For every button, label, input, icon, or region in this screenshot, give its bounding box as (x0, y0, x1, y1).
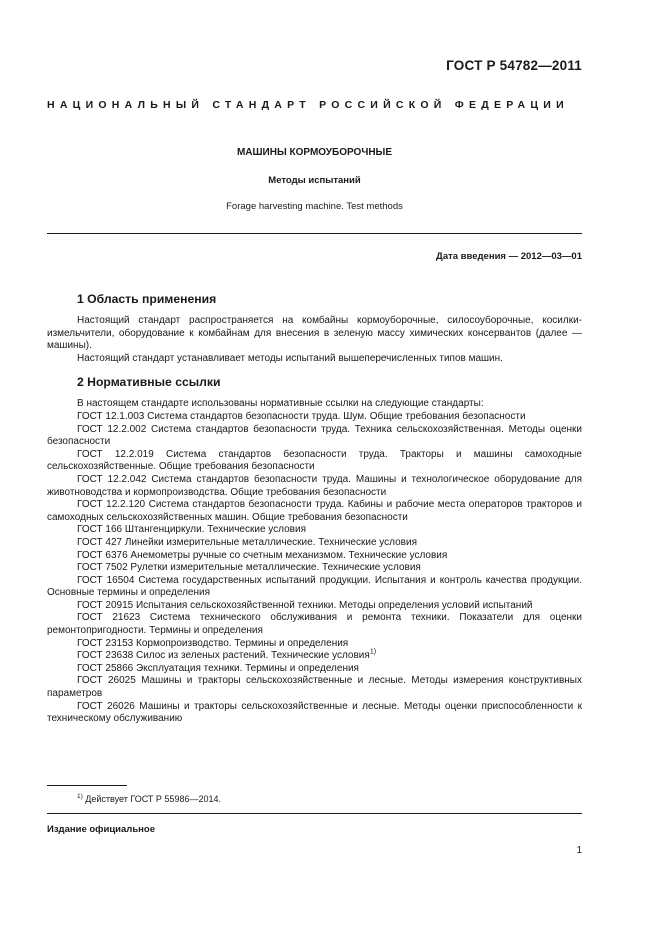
reference-item: ГОСТ 12.2.042 Система стандартов безопасности труда. Машины и технологическое оборудование для животноводства и кормопроизводства. Общие требования безопасности (47, 473, 582, 498)
reference-item: ГОСТ 26025 Машины и тракторы сельскохозяйственные и лесные. Методы измерения конструктивных параметров (47, 675, 582, 700)
reference-item: ГОСТ 20915 Испытания сельскохозяйственной техники. Методы определения условий испытаний (77, 599, 533, 611)
national-standard-banner: НАЦИОНАЛЬНЫЙ СТАНДАРТ РОССИЙСКОЙ ФЕДЕРАЦИИ (47, 99, 569, 111)
document-title: МАШИНЫ КОРМОУБОРОЧНЫЕ (236, 147, 393, 158)
footnote-marker[interactable]: 1) (369, 648, 377, 656)
footnote-divider (47, 785, 127, 786)
section-1-paragraph: Настоящий стандарт распространяется на комбайны кормоуборочные, силосоуборочные, косилки-измельчители, оборудование к комбайнам для внесения в зеленую массу химических консервантов (далее — машины). (47, 315, 582, 352)
document-body (47, 291, 582, 726)
reference-item: ГОСТ 12.2.120 Система стандартов безопасности труда. Кабины и рабочие места операторов тракторов и самоходных сельскохозяйственных машин. Общие требования безопасности (47, 499, 582, 523)
footnote-text: Действует ГОСТ Р 55986—2014. (85, 794, 221, 804)
standard-code: ГОСТ Р 54782—2011 (446, 58, 582, 73)
official-edition-label: Издание официальное (47, 824, 155, 835)
reference-item: ГОСТ 6376 Анемометры ручные со счетным механизмом. Технические условия (77, 549, 448, 561)
reference-item: ГОСТ 16504 Система государственных испытаний продукции. Испытания и контроль качества продукции. Основные термины и определения (47, 574, 582, 599)
reference-item: ГОСТ 23153 Кормопроизводство. Термины и определения (77, 637, 349, 649)
reference-item: ГОСТ 7502 Рулетки измерительные металлические. Технические условия (77, 562, 421, 574)
footnote (77, 794, 221, 804)
reference-item: ГОСТ 26026 Машины и тракторы сельскохозяйственные и лесные. Методы оценки приспособленности к техническому обслуживанию (47, 700, 582, 725)
section-1-paragraph: Настоящий стандарт устанавливает методы испытаний вышеперечисленных типов машин. (77, 352, 503, 364)
english-title: Forage harvesting machine. Test methods (226, 201, 403, 212)
section-1-heading: 1 Область применения (77, 292, 217, 306)
section-2-heading: 2 Нормативные ссылки (77, 375, 221, 390)
page-number: 1 (576, 845, 582, 856)
section-2-intro: В настоящем стандарте использованы нормативные ссылки на следующие стандарты: (77, 398, 484, 410)
reference-item: ГОСТ 427 Линейки измерительные металлические. Технические условия (77, 536, 417, 548)
reference-item (47, 650, 582, 663)
reference-item: ГОСТ 12.2.019 Система стандартов безопасности труда. Тракторы и машины самоходные сельскохозяйственные. Общие требования безопасности (47, 448, 582, 473)
reference-item: ГОСТ 21623 Система технического обслуживания и ремонта техники. Показатели для оценки ремонтопригодности. Термины и определения (47, 612, 582, 637)
reference-item: ГОСТ 166 Штангенциркули. Технические условия (77, 524, 306, 536)
reference-item: ГОСТ 12.1.003 Система стандартов безопасности труда. Шум. Общие требования безопасности (77, 410, 526, 422)
footnote-mark: 1) (77, 793, 83, 800)
effective-date: Дата введения — 2012—03—01 (436, 251, 582, 262)
document-subtitle: Методы испытаний (268, 175, 361, 186)
footer-divider (47, 813, 582, 814)
reference-item: ГОСТ 12.2.002 Система стандартов безопасности труда. Техника сельскохозяйственная. Методы оценки безопасности (47, 423, 582, 448)
reference-item: ГОСТ 25866 Эксплуатация техники. Термины и определения (77, 662, 359, 674)
reference-text: ГОСТ 23638 Силос из зеленых растений. Технические условия (77, 650, 370, 662)
title-divider (47, 233, 582, 234)
